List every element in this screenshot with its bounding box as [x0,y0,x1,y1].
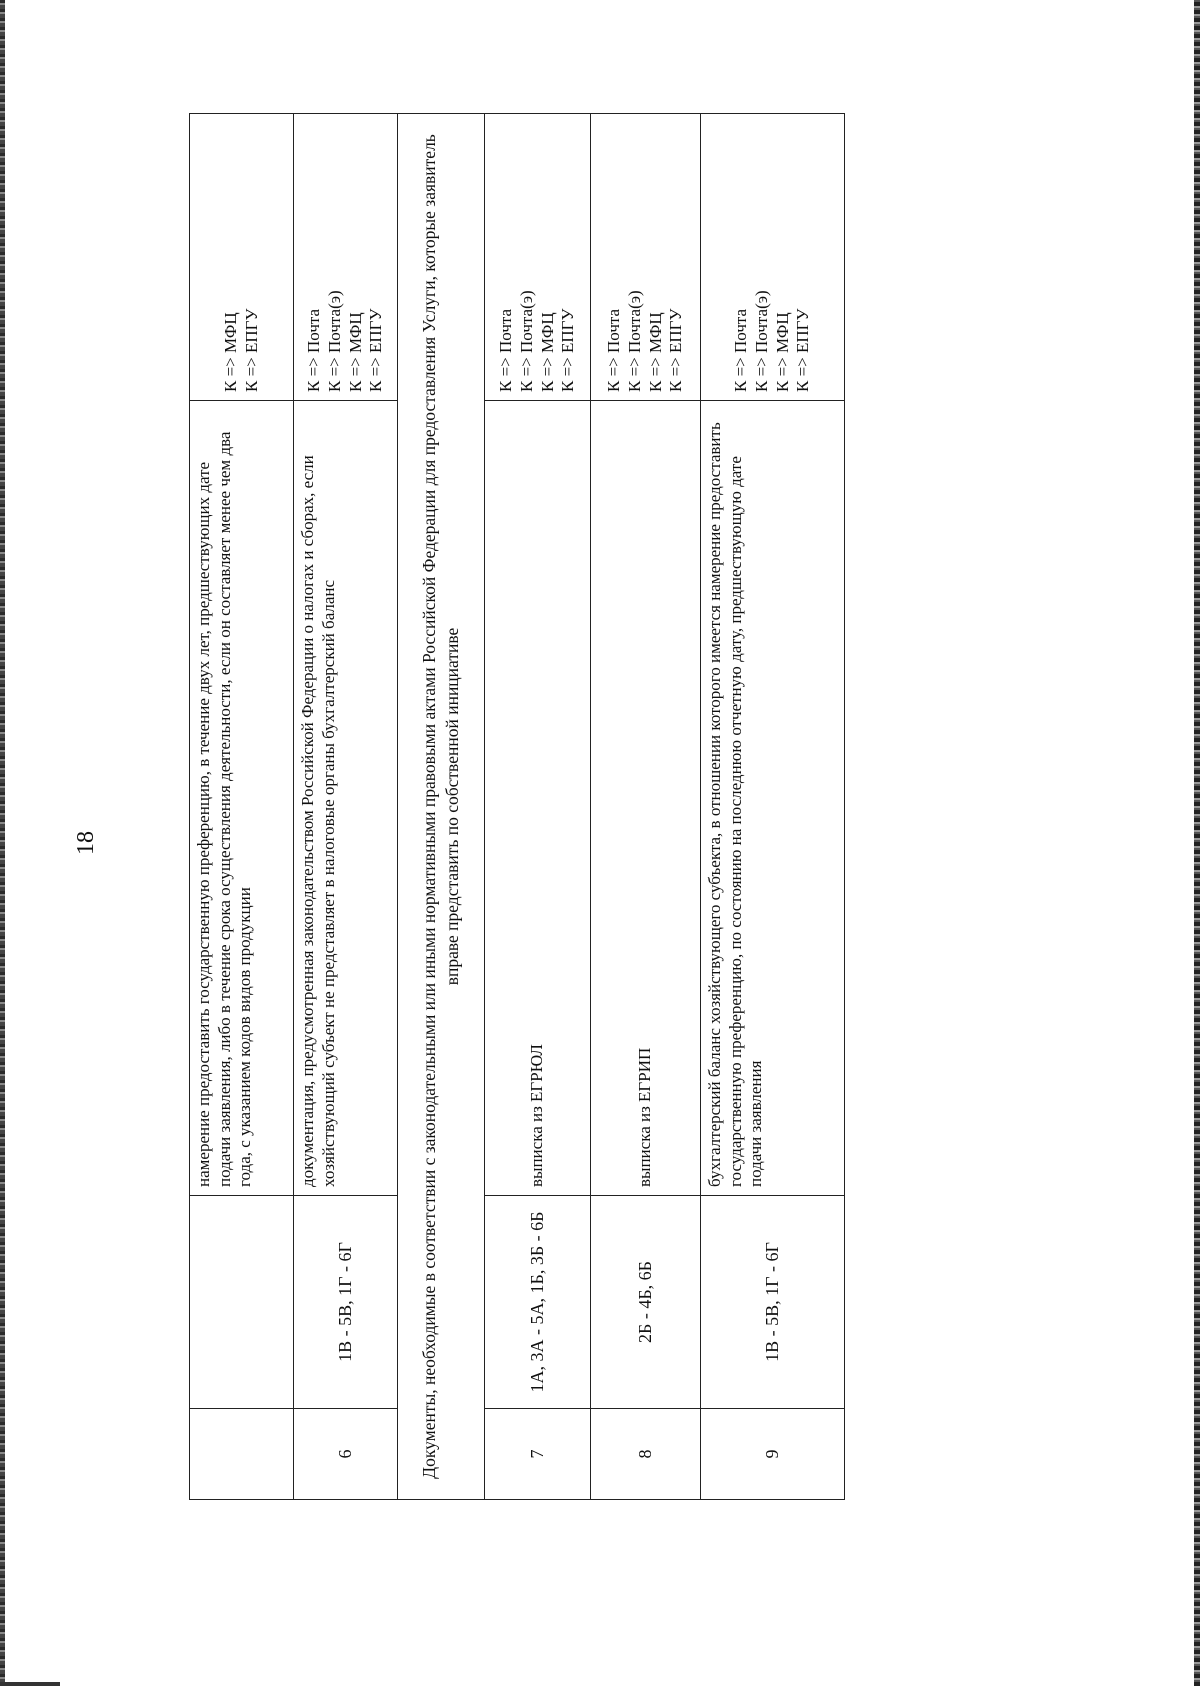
scan-edge-bottom [0,1682,60,1686]
section-heading: Документы, необходимые в соответствии с законодательными или иными нормативными правовыми актами Российской Федерации для предоставления Услуги, которые заявитель вправе представить по собственной инициативе [398,114,485,1500]
row-number: 9 [701,1409,845,1500]
submission-channels [190,114,294,401]
row-number: 6 [294,1409,398,1500]
channel-item: К => ЕПГУ [366,308,386,392]
channel-item: К => ЕПГУ [241,308,261,392]
rotated-table-wrapper [189,114,844,1500]
document-description: выписка из ЕГРИП [591,401,701,1196]
documents-table [189,113,845,1500]
channel-item: К => Почта(э) [324,290,344,392]
channel-item: К => МФЦ [220,312,240,392]
scan-edge-right [1194,0,1200,1686]
channel-item: К => Почта(э) [751,290,771,392]
submission-channels [294,114,398,401]
document-description: бухгалтерский баланс хозяйствующего субъекта, в отношении которого имеется намерение предоставить государственную преференцию, по состоянию на последнюю отчетную дату, предшествующую дате подачи заявления [701,401,845,1196]
channel-item: К => МФЦ [645,312,665,392]
applicant-codes: 1А, 3А - 5А, 1Б, 3Б - 6Б [485,1196,591,1409]
submission-channels [701,114,845,401]
applicant-codes [190,1196,294,1409]
table-row [294,114,398,1500]
document-description: документация, предусмотренная законодательством Российской Федерации о налогах и сборах, если хозяйствующий субъект не представляет в налоговые органы бухгалтерский баланс [294,401,398,1196]
channel-item: К => ЕПГУ [666,308,686,392]
section-row [398,114,485,1500]
applicant-codes: 2Б - 4Б, 6Б [591,1196,701,1409]
table-row [591,114,701,1500]
document-description: выписка из ЕГРЮЛ [485,401,591,1196]
table-row [190,114,294,1500]
row-number: 8 [591,1409,701,1500]
scan-edge-left [0,0,5,1686]
channel-item: К => Почта [731,308,751,392]
submission-channels [485,114,591,401]
row-number [190,1409,294,1500]
applicant-codes: 1В - 5В, 1Г - 6Г [701,1196,845,1409]
table-row [701,114,845,1500]
channel-item: К => МФЦ [345,312,365,392]
submission-channels [591,114,701,401]
document-description: намерение предоставить государственную преференцию, в течение двух лет, предшествующих дате подачи заявления, либо в течение срока осуществления деятельности, если он составляет менее чем два года, с указанием кодов видов продукции [190,401,294,1196]
channel-item: К => Почта(э) [516,290,536,392]
page-number: 18 [73,831,99,855]
channel-item: К => МФЦ [772,312,792,392]
channel-item: К => Почта [604,308,624,392]
channel-item: К => МФЦ [537,312,557,392]
channel-item: К => ЕПГУ [793,308,813,392]
applicant-codes: 1В - 5В, 1Г - 6Г [294,1196,398,1409]
channel-item: К => Почта(э) [624,290,644,392]
channel-item: К => ЕПГУ [558,308,578,392]
table-row [485,114,591,1500]
channel-item: К => Почта [304,308,324,392]
row-number: 7 [485,1409,591,1500]
channel-item: К => Почта [496,308,516,392]
